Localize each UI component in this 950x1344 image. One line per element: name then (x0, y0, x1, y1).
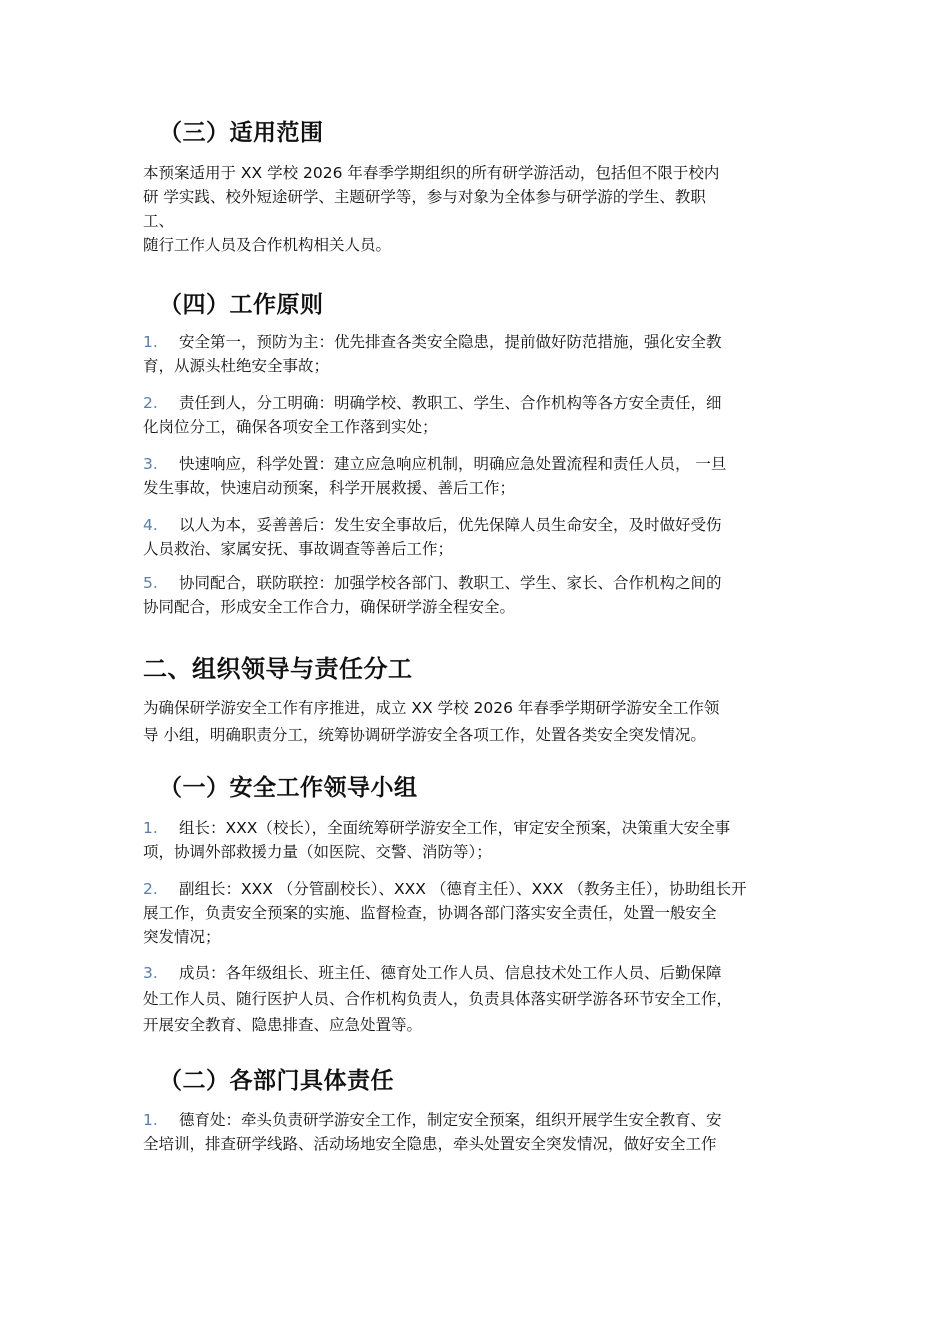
item-text: 德育处：牵头负责研学游安全工作，制定安全预案，组织开展学生安全教育、安 (179, 1111, 722, 1129)
text-line: 导 小组，明确职责分工，统筹协调研学游安全各项工作，处置各类安全突发情况。 (143, 726, 706, 744)
leadership-item (143, 877, 811, 949)
item-text: 成员：各年级组长、班主任、德育处工作人员、信息技术处工作人员、后勤保障 (179, 964, 722, 982)
text-line: 为确保研学游安全工作有序推进，成立 XX 学校 2026 年春季学期研学游安全工作领 (143, 699, 720, 717)
item-number: 5. (143, 574, 158, 592)
item-text: 发生事故，快速启动预案，科学开展救援、善后工作； (143, 479, 516, 497)
principle-item (143, 452, 811, 500)
chapter-heading-organization: 二、组织领导与责任分工 (143, 655, 413, 683)
principle-item (143, 571, 811, 619)
item-text: 责任到人，分工明确：明确学校、教职工、学生、合作机构等各方安全责任，细 (179, 394, 722, 412)
item-text: 展工作，负责安全预案的实施、监督检查，协调各部门落实安全责任，处置一般安全 (143, 904, 717, 922)
leadership-item (143, 816, 811, 864)
item-text: 化岗位分工，确保各项安全工作落到实处； (143, 418, 438, 436)
item-number: 3. (143, 455, 158, 473)
text-line: 工、 (143, 212, 175, 230)
item-number: 1. (143, 333, 158, 351)
item-text: 开展安全教育、隐患排查、应急处置等。 (143, 1016, 423, 1034)
leadership-item (143, 960, 811, 1038)
item-text: 安全第一，预防为主：优先排查各类安全隐患，提前做好防范措施，强化安全教 (179, 333, 722, 351)
section-heading-scope: （三）适用范围 (159, 120, 324, 146)
item-text: 协同配合，联防联控：加强学校各部门、教职工、学生、家长、合作机构之间的 (179, 574, 722, 592)
item-text: 以人为本，妥善善后：发生安全事故后，优先保障人员生命安全，及时做好受伤 (179, 516, 722, 534)
organization-paragraph (143, 695, 811, 749)
scope-paragraph (143, 161, 811, 257)
item-text: 组长：XXX（校长），全面统筹研学游安全工作，审定安全预案，决策重大安全事 (179, 819, 731, 837)
item-text: 快速响应，科学处置：建立应急响应机制，明确应急处置流程和责任人员， 一旦 (179, 455, 727, 473)
item-text: 突发情况； (143, 928, 221, 946)
section-heading-departments: （二）各部门具体责任 (159, 1068, 394, 1094)
item-text: 全培训，排查研学线路、活动场地安全隐患，牵头处置安全突发情况，做好安全工作 (143, 1135, 717, 1153)
item-number: 1. (143, 819, 158, 837)
item-number: 1. (143, 1111, 158, 1129)
item-text: 项，协调外部救援力量（如医院、交警、消防等）； (143, 843, 492, 861)
principle-item (143, 513, 811, 561)
item-number: 2. (143, 394, 158, 412)
item-number: 4. (143, 516, 158, 534)
text-line: 随行工作人员及合作机构相关人员。 (143, 236, 392, 254)
section-heading-principles: （四）工作原则 (159, 292, 324, 318)
item-number: 2. (143, 880, 158, 898)
section-heading-leadership: （一）安全工作领导小组 (159, 775, 418, 801)
item-number: 3. (143, 964, 158, 982)
item-text: 副组长：XXX （分管副校长）、XXX （德育主任）、XXX （教务主任），协助组长开 (179, 880, 747, 898)
principle-item (143, 391, 811, 439)
item-text: 育，从源头杜绝安全事故； (143, 357, 330, 375)
text-line: 本预案适用于 XX 学校 2026 年春季学期组织的所有研学游活动，包括但不限于校内 (143, 164, 720, 182)
item-text: 人员救治、家属安抚、事故调查等善后工作； (143, 540, 454, 558)
text-line: 研 学实践、校外短途研学、主题研学等，参与对象为全体参与研学游的学生、教职 (143, 188, 706, 206)
item-text: 处工作人员、随行医护人员、合作机构负责人，负责具体落实研学游各环节安全工作， (143, 990, 733, 1008)
principle-item (143, 330, 811, 378)
item-text: 协同配合，形成安全工作合力，确保研学游全程安全。 (143, 598, 516, 616)
department-item (143, 1108, 811, 1156)
